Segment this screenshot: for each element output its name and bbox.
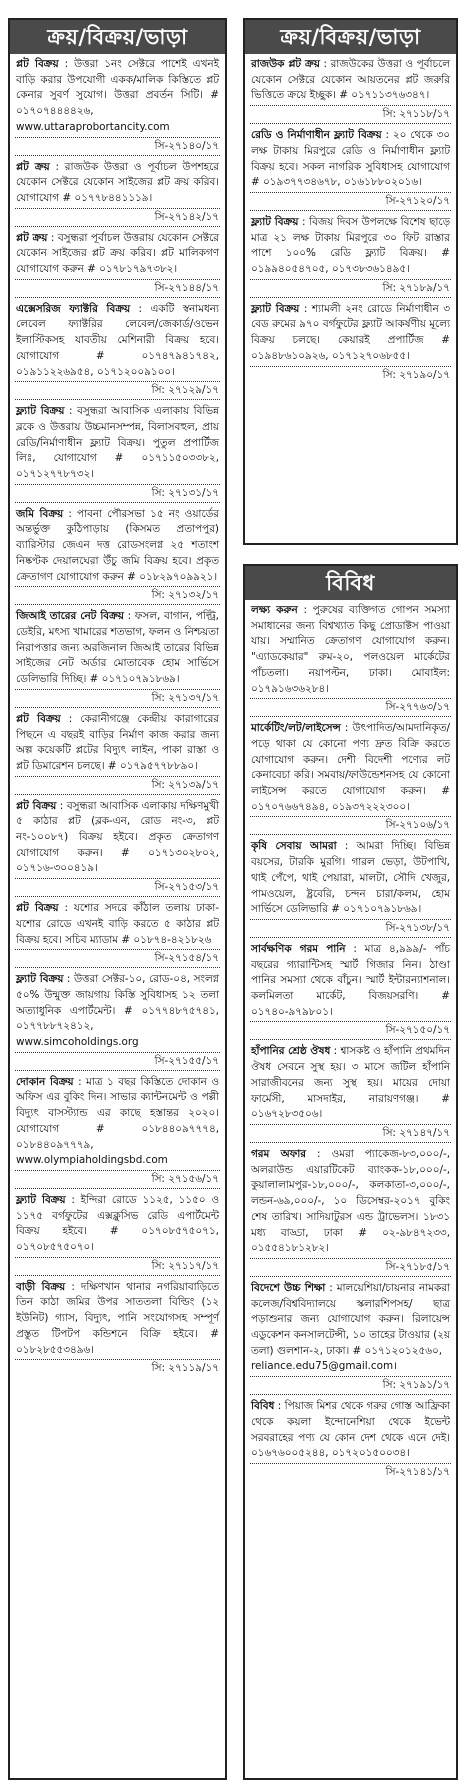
ad-text <box>10 796 225 878</box>
classified-ad <box>10 299 225 401</box>
dotted-divider <box>15 208 220 209</box>
ad-title: লক্ষ্য করুন <box>251 604 298 616</box>
ad-title: ফ্ল্যাট বিক্রয় <box>251 215 299 228</box>
ad-body: : রাজউক উত্তরা ও পূর্বাচল উপশহরে যেকোন সেক্টরে যেকোন সাইজের প্লট ক্রয় করিব। যোগাযোগ # ০১৭৭৮৪৪১১১৯। <box>16 160 219 204</box>
ad-body: : বসুন্ধরা আবাসিক এলাকায় দক্ষিণমুখী ৫ কাঠার প্লট (ব্লক-এন, রোড নং-৩, প্লট নং-১০০৮৭) বিক্রয় হইবে। প্রকৃত ক্রেতাগণ যোগাযোগ করুন। # ০১৭১৩০২৮০২, ০১৭১৬-৩০০৪১৯। <box>16 799 219 875</box>
ad-code: সি: ২৭১৯০/১৭ <box>382 368 450 381</box>
ad-text <box>245 1396 456 1462</box>
ad-body: : পাবনা পৌরসভা ১৫ নং ওয়ার্ডের অন্তর্ভুক্ত কুঠিপাড়ায় (কিসমত প্রতাপপুর) ব্যারিস্টার জেএন দত্ত রোডসংলগ্ন ২৫ শতাংশ নিষ্কণ্টক দেয়ালঘেরা উঁচু জমি বিক্রয় হবে। প্রকৃত ক্রেতাগণ যোগাযোগ করুন # ০১৮২৯৭০৯৯২১। <box>16 507 219 583</box>
ad-code: সি: ২৭১১৯/১৭ <box>151 1362 219 1375</box>
ad-body: : আমরা দিচ্ছি। বিভিন্ন বয়সের, টারকি মুরগি। গারল ভেড়া, উটপাখি, থাই পেঁপে, থাই পেয়ারা, মালটা, সৌদি খেজুর, পামওয়েল, ষ্ট্রবেরি, চন্দন চারা/কলম, হোম সার্ভিসে ডেলিভারি # ০১৭১০৭৯১৮৬৯। <box>251 840 450 916</box>
dotted-divider <box>250 1124 451 1125</box>
ad-text <box>245 939 456 1021</box>
dotted-divider <box>250 919 451 920</box>
dotted-divider <box>250 1258 451 1259</box>
classified-ad <box>245 836 456 938</box>
classified-ad <box>10 606 225 708</box>
dotted-divider <box>15 1170 220 1171</box>
dotted-divider <box>250 698 451 699</box>
dotted-divider <box>15 137 220 138</box>
ad-text <box>10 606 225 688</box>
ad-code: সি: ২৭১৮৯/১৭ <box>382 281 450 294</box>
ad-text <box>245 1144 456 1257</box>
ad-text <box>245 299 456 365</box>
buy-sell-rent-column-right <box>243 18 458 545</box>
ad-title: প্লট ক্রয় <box>16 231 48 244</box>
section-header: ক্রয়/বিক্রয়/ভাড়া <box>10 20 225 54</box>
ad-text <box>245 718 456 815</box>
classified-ad <box>245 939 456 1041</box>
dotted-divider <box>15 949 220 950</box>
ad-title: প্লট বিক্রয় <box>16 712 61 725</box>
ad-text <box>245 1041 456 1123</box>
ad-body: : কেরানীগঞ্জে কেন্দ্রীয় কারাগারের পিছনে এ বছরই বাড়ির নির্মাণ কাজ করার জন্য অল্প কয়েকটি প্লটের বিদ্যুৎ লাইন, পাকা রাস্তা ও প্লট ডিমারেশন চলছে। # ০১৭৯৫৭৭৮৮৯০। <box>16 712 219 772</box>
ad-text <box>10 1072 225 1169</box>
classified-ad <box>10 1190 225 1276</box>
ad-code: সি-২৭১৪২/১৭ <box>154 210 219 223</box>
dotted-divider <box>250 105 451 106</box>
dotted-divider <box>15 967 220 968</box>
ad-body: : উৎপাদিত/আমদানিকৃত/পড়ে থাকা যে কোনো পণ্য দ্রুত বিক্রি করতে যোগাযোগ করুন। দেশী বিদেশী পণ্যের লট কেনাবেচা করি। সমবায়/ফাউন্ডেশনসহ যে কোনো লাইসেন্স করতে যোগাযোগ করুন। # ০১৭০৭৬৬৭৪৯৪, ০১৯৩৭২২২৩০০। <box>251 722 450 813</box>
ad-code: সি-২৭১৫৪/১৭ <box>154 952 219 965</box>
classified-ad <box>10 969 225 1071</box>
ad-title: ফ্ল্যাট বিক্রয় <box>16 1193 66 1206</box>
ad-text <box>10 969 225 1051</box>
dotted-divider <box>250 1376 451 1377</box>
dotted-divider <box>250 1276 451 1277</box>
ad-text <box>10 157 225 207</box>
classified-ad <box>10 157 225 227</box>
dotted-divider <box>15 399 220 400</box>
classified-ad <box>245 1144 456 1277</box>
dotted-divider <box>15 484 220 485</box>
ad-title: প্লট বিক্রয় <box>16 58 59 70</box>
dotted-divider <box>15 1188 220 1189</box>
classified-ad <box>245 600 456 717</box>
ad-body: : রাজউকের উত্তরা ও পূর্বাচলে যেকোন সেক্টরে যেকোন আয়তনের প্লট জরুরি ভিত্তিতে ক্রয়ে ইচ্ছুক। # ০১৭১১৩৭৬৩৪৭। <box>251 58 450 102</box>
dotted-divider <box>15 1359 220 1360</box>
ad-body: : দক্ষিণখান থানার নগরিয়াবাড়িতে তিন কাঠা জমির উপর সাততলা বিল্ডিং (১২ ইউনিট) গ্যাস, বিদ্যুৎ, পানি সংযোগসহ সম্পূর্ণ প্রস্তুত টিপটপ কন্ডিশনে বিক্রি হইবে। # ০১৮২৮৫৫৩৪৯৬। <box>16 1280 219 1356</box>
ad-link[interactable]: www.olympiaholdingsbd.com <box>16 1154 168 1167</box>
ad-body: : ২০ থেকে ৩০ লক্ষ টাকায় মিরপুরে রেডি ও নির্মাণাধীন ফ্ল্যাট বিক্রয় হবে। সকল নাগরিক সুবিধাসহ যোগাযোগ # ০১৯৩৭৭৩৪৬৭৮, ০১৬১৮৮০২০১৬। <box>251 129 450 189</box>
ad-body: : মাত্র ১ বছর কিস্তিতে দোকান ও অফিস এর বুকিং দিন। সাভার ক্যান্টনমেন্ট ও পল্লী বিদ্যুৎ বাসস্ট্যান্ড এর কাছে হস্তান্তর ২০২০। যোগাযোগ # ০১৮৪৪০৯৭৭৭৪, ০১৮৪৪০৯৭৭৭৯, <box>16 1075 219 1151</box>
ad-code: সি: ২৭১২৯/১৭ <box>151 384 219 397</box>
ad-title: গরম অফার <box>251 1147 306 1160</box>
dotted-divider <box>250 279 451 280</box>
dotted-divider <box>15 878 220 879</box>
ad-text <box>10 898 225 948</box>
ad-body: : যশোর সদরে কাঁঠাল তলায় ঢাকা-যশোর রোডে এখনই বাড়ি করতে ৫ কাঠার প্লট বিক্রয় হবে। সচিব ম্যাডাম # ০১৮৭৪-৪২১৮২৬ <box>16 902 220 946</box>
section-header: ক্রয়/বিক্রয়/ভাড়া <box>245 20 456 54</box>
dotted-divider <box>250 192 451 193</box>
ad-code: সি: ২৭১১৭/১৭ <box>151 1259 219 1272</box>
ad-body: : পুরুষের ব্যক্তিগত গোপন সমস্যা সমাধানের জন্য বিশ্বখ্যাত কিছু প্রোডাক্টস পাওয়া যায়। সম্মানিত ক্রেতাগণ যোগাযোগ করুন। "এ্যাডকেয়ার" রুম-২০, পলওয়েল মার্কেটের পাঁচতলা। নয়াপল্টন, ঢাকা। মোবাইল: ০১৭৯১৬৩৬২৮৪। <box>251 604 450 695</box>
ad-code: সি-২৭১৫৩/১৭ <box>154 881 219 894</box>
ad-body: : শ্যামলী ২নং রোডে নির্মাণাধীন ৩ বেড রুমের ৯৭০ বর্গফুটের ফ্ল্যাট আকর্ষণীয় মূল্যে বিক্রয় চলছে। কেয়ারই প্রপার্টিজ # ০১৯৪৮৬১০৯২৬, ০১৭১২৭০৬৮৫৫। <box>251 302 450 362</box>
dotted-divider <box>250 123 451 124</box>
section-header: বিবিধ <box>245 566 456 600</box>
dotted-divider <box>250 816 451 817</box>
classified-ad <box>10 709 225 795</box>
classified-ad <box>245 125 456 211</box>
classified-ad <box>245 299 456 383</box>
ad-text <box>10 1277 225 1359</box>
ad-text <box>10 54 225 136</box>
dotted-divider <box>15 1257 220 1258</box>
dotted-divider <box>250 937 451 938</box>
ad-text <box>10 299 225 381</box>
dotted-divider <box>250 297 451 298</box>
dotted-divider <box>15 1070 220 1071</box>
dotted-divider <box>15 297 220 298</box>
ad-body: : উত্তরা ১নং সেক্টরে পাশেই এখনই বাড়ি করার উপযোগী একক/মালিক কিস্তিতে প্লট কেনার সুবর্ণ সুযোগ। উত্তরা প্রবর্তন সিটি। # ০১৭০৭৪৪৪৪২৬, <box>16 58 219 118</box>
ad-code: সি-২৭১৩৮/১৭ <box>385 921 450 934</box>
ad-body: : ওমরা প্যাকেজ-৮৩,০০০/-, অলরাউন্ড এয়ারটিকেট ব্যাংকক-১৮,০০০/-, কুয়ালালামপুর-১৮,০০০/-, কলকাতা-৩,০০০/-, লন্ডন-৬৯,০০০/-, ১০ ডিসেম্বর-২০১৭ বুকিং শেষ তারিখ। সাদিয়াটুরস এন্ড ট্রাভেলস। ১৮৩১ মধ্য বাড্ডা, ঢাকা # ০২-৯৮৪৭২৩৩, ০১৫৫৪১৮১২৮২। <box>251 1147 450 1255</box>
ad-code: সি-২৭১৮৫/১৭ <box>385 1260 450 1273</box>
ad-link[interactable]: www.uttaraprobortancity.com <box>16 120 170 133</box>
ad-body: : মাত্র ৪,৯৯৯/- পাঁচ বছরের গ্যারান্টিসহ স্মার্ট গিজার নিন। ঠাণ্ডা পানির সমস্যা থেকে বাঁচুন। স্মার্ট ইন্টারন্যাশনাল। কলমিলতা মার্কেট, বিজয়সরণি। # ০১৭৪০-৯৭৯৮০১। <box>251 942 450 1018</box>
classified-ad <box>245 54 456 124</box>
ad-code: সি: ২৭১৫৬/১৭ <box>151 1172 219 1185</box>
dotted-divider <box>15 586 220 587</box>
ad-body: : একটি স্বনামধন্য লেবেল ফ্যাক্টরির লেবেল/জেকার্ড/ওভেন ইলাস্টিকসহ যাবতীয় মেশিনারী বিক্রয় হবে। যোগাযোগ # ০১৭৪৭৯৪১৭৪২, ০১৯১১২২৬৯৫৪, ০১৭১২০০৯১০০। <box>16 302 219 378</box>
dotted-divider <box>15 226 220 227</box>
ad-text <box>10 401 225 483</box>
dotted-divider <box>250 1142 451 1143</box>
ad-body: : বসুন্ধরা আবাসিক এলাকায় বিভিন্ন ব্লকে ও উত্তরায় উচ্চমানসম্পন্ন, বিলাসবহুল, প্রায় রেডি/নির্মাণাধীন ফ্ল্যাট বিক্রয়। পুতুল প্রপার্টিজ লিঃ, যোগাযোগ # ০১৭১১৫০৩৩৮২, ০১৭১২৭৭৮৭৩২। <box>16 405 219 481</box>
ad-text <box>245 836 456 918</box>
ad-title: এক্সেসরিজ ফ্যাক্টরি বিক্রয় <box>16 302 131 315</box>
ad-title: রেডি ও নির্মাণাধীন ফ্ল্যাট বিক্রয় <box>251 129 382 142</box>
ad-code: সি-২৭১০৬/১৭ <box>385 819 450 832</box>
miscellaneous-column <box>243 564 458 1780</box>
ad-title: মার্কেটিং/লট/লাইসেন্স <box>251 722 341 735</box>
ad-body: : ইন্দিরা রোডে ১১২৫, ১১৫০ ও ১১৭৫ বর্গফুটের এক্সক্লুসিভ রেডি এপার্টমেন্ট বিক্রয় হইবে। # ০১৭০৮৫৭৫০৭১, ০১৭০৮৫৭৫০৭০। <box>16 1193 219 1254</box>
dotted-divider <box>15 794 220 795</box>
ad-link[interactable]: www.simcoholdings.org <box>16 1036 139 1049</box>
dotted-divider <box>15 1052 220 1053</box>
ad-body: : বিজয় দিবস উপলক্ষে বিশেষ ছাড়ে মাত্র ২১ লক্ষ টাকায় মিরপুরে ৩০ ফিট রাস্তার পাশে ১০০% রেডি ফ্ল্যাট বিক্রয়। # ০১৯৯৪০৫৪৭০৫, ০১৭৩৮৩৬১৪৯৫। <box>251 215 450 276</box>
ad-title: প্লট বিক্রয় <box>16 902 59 915</box>
ad-code: সি-২৭১৫৫/১৭ <box>154 1054 219 1067</box>
classified-ad <box>10 1072 225 1189</box>
dotted-divider <box>15 279 220 280</box>
ad-code: সি: ২৭১৩৯/১৭ <box>151 778 219 791</box>
ad-code: সি-২৭৭৬৩/১৭ <box>385 701 450 714</box>
dotted-divider <box>250 1021 451 1022</box>
ad-code: সি: ২৭১৯১/১৭ <box>382 1379 450 1392</box>
classified-ad <box>245 1041 456 1143</box>
dotted-divider <box>15 896 220 897</box>
dotted-divider <box>15 776 220 777</box>
ad-code: সি: ২৭১৩১/১৭ <box>151 486 219 499</box>
dotted-divider <box>15 381 220 382</box>
ad-body: : পিয়াজ মিশর থেকে গরুর গোস্ত আফ্রিকা থেকে কয়লা ইন্দোনেশিয়া থেকে ইভেন্ট সরবরাহের পণ্য যে কোন দেশ থেকে এনে দেই। ০১৬৭৬০০৫২৪৪, ০১৭২০১৫০০৩৪। <box>251 1400 450 1460</box>
ad-body: : শ্বাসকষ্ট ও হাঁপানি প্রথমদিন ঔষধ সেবনে সুস্থ হয়। ৩ মাসে জটিল হাঁপানি সারাজীবনের জন্য সুস্থ হয়। মায়ের দোয়া ফার্মেসী, মাসদাইর, নারায়ণগঞ্জ। # ০১৬৭২৮৩৫০৬। <box>251 1045 450 1121</box>
buy-sell-rent-column-left <box>8 18 227 1780</box>
ad-text <box>10 1190 225 1256</box>
ad-code: সি: ২৭১৩৭/১৭ <box>151 691 219 704</box>
ad-code: সি: ২৭১১৮/১৭ <box>382 108 450 121</box>
classified-ad <box>10 54 225 156</box>
ad-title: দোকান বিক্রয় <box>16 1075 74 1088</box>
dotted-divider <box>15 689 220 690</box>
classified-ad <box>10 1277 225 1377</box>
ad-code: সি: ২৭১৪৭/১৭ <box>382 1126 450 1139</box>
ad-code: সি-২৭১৪০/১৭ <box>154 139 219 152</box>
ad-title: ফ্ল্যাট বিক্রয় <box>251 302 300 315</box>
dotted-divider <box>250 1463 451 1464</box>
ad-title: ফ্ল্যাট বিক্রয় <box>16 973 64 986</box>
ad-body: : উত্তরা সেক্টর-১০, রোড-০৪, সংলগ্ন ৫০% উন্মুক্ত জায়গায় কিস্তি সুবিধাসহ ১২ তলা অত্যাধুনিক এপার্টমেন্ট। # ০১৭৭৪৮৭৫৭৪১, ০১৭৭৮৮৭২৪১২, <box>16 973 219 1033</box>
ad-code: সি-২৭১৫০/১৭ <box>385 1024 450 1037</box>
classified-ad <box>245 212 456 298</box>
classified-ad <box>245 718 456 835</box>
ad-text <box>245 125 456 191</box>
dotted-divider <box>250 1394 451 1395</box>
classified-ad <box>10 796 225 898</box>
ad-text <box>245 1278 456 1375</box>
classified-ad <box>245 1278 456 1395</box>
ad-text <box>10 228 225 278</box>
ad-title: বিবিধ <box>251 1400 275 1413</box>
classified-ad <box>10 504 225 606</box>
ad-title: ফ্ল্যাট বিক্রয় <box>16 405 65 418</box>
dotted-divider <box>250 834 451 835</box>
ad-code: সি: ২৭১৩২/১৭ <box>151 589 219 602</box>
ad-title: জিআই তারের নেট বিক্রয় <box>16 610 124 623</box>
ad-text <box>245 212 456 278</box>
ad-title: কৃষি সেবায় আমরা <box>251 840 337 853</box>
dotted-divider <box>15 1275 220 1276</box>
dotted-divider <box>250 716 451 717</box>
dotted-divider <box>250 1039 451 1040</box>
ad-code: সি-২৭১৪৪/১৭ <box>154 281 219 294</box>
ad-body: : বসুন্ধরা পূর্বাচল উত্তরায় যেকোন সেক্টরে যেকোন সাইজের প্লট ক্রয় করিব। প্লট মালিকগণ যোগাযোগ করুন # ০১৭৮১৭৯৭৩৮২। <box>16 231 219 276</box>
ad-title: বিদেশে উচ্চ শিক্ষা <box>251 1281 326 1294</box>
classified-ad <box>10 401 225 503</box>
ad-text <box>245 54 456 104</box>
ad-title: রাজউক প্লট ক্রয় <box>251 58 320 70</box>
ad-title: প্লট বিক্রয় <box>16 799 57 812</box>
dotted-divider <box>15 502 220 503</box>
ad-text <box>10 709 225 775</box>
ad-text <box>10 504 225 586</box>
ad-title: বাড়ী বিক্রয় <box>16 1280 66 1293</box>
ad-title: সার্বক্ষণিক গরম পানি <box>251 942 346 955</box>
ad-code: সি-২৭১৪১/১৭ <box>385 1465 450 1478</box>
dotted-divider <box>15 155 220 156</box>
dotted-divider <box>250 210 451 211</box>
dotted-divider <box>250 366 451 367</box>
dotted-divider <box>15 604 220 605</box>
ad-body: : ফসল, বাগান, পল্ট্রি, ডেইরি, মৎস্য খামারের শতভাগ, ফলন ও নিশ্চয়তা নিরাপত্তার জন্য অরজিনাল জিআই তারের বিভিন্ন সাইজের নেট অর্ডার মোতাবেক হোম সার্ভিসে ডেলিভারি দিচ্ছি। # ০১৭১০৭৯১৮৬৯। <box>16 610 219 686</box>
ad-title: হাঁপানির শ্রেষ্ঠ ঔষধ <box>251 1045 331 1058</box>
ad-text <box>245 600 456 697</box>
classified-ad <box>10 228 225 298</box>
ad-link[interactable]: reliance.edu75@gmail.com। <box>251 1360 398 1373</box>
ad-title: জমি বিক্রয় <box>16 507 64 520</box>
ad-code: সি-২৭১২০/১৭ <box>385 194 450 207</box>
classified-ad <box>245 1396 456 1480</box>
ad-body: : মালয়েশিয়া/চায়নার নামকরা কলেজ/বিশ্ববিদ্যালয়ে স্কলারশিপসহ/ ছাত্র পড়াশুনার জন্য যোগাযোগ করুন। রিলায়েন্স এডুকেশন কনসালটেন্সী, ১০ তাহের টাওয়ার (২য় তলা) গুলশান-২, ঢাকা। # ০১৭১২০১২৫৬০, <box>251 1281 450 1357</box>
ad-title: প্লট ক্রয় <box>16 160 50 173</box>
classified-ad <box>10 898 225 968</box>
dotted-divider <box>15 707 220 708</box>
